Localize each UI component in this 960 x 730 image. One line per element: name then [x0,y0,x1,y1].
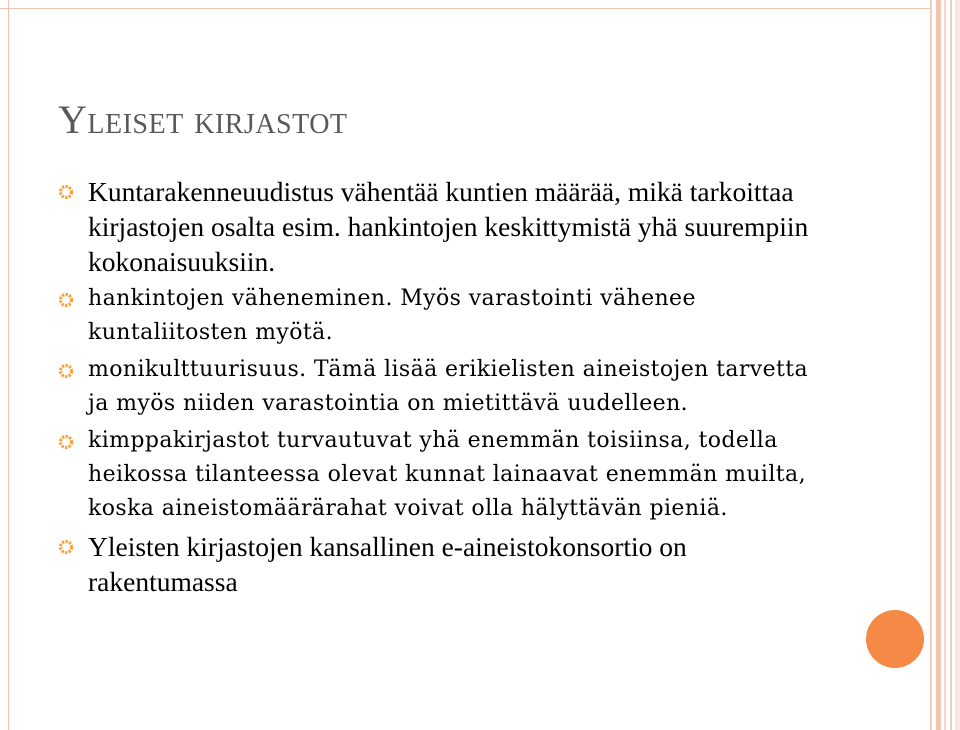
bullet-item [58,353,833,421]
left-decorative-line [8,0,9,730]
gear-bullet-icon [58,539,74,555]
right-stripe [950,0,952,730]
orange-circle-decoration [866,610,924,668]
right-stripe [955,0,960,730]
bullet-item [58,529,833,599]
bullet-list [58,174,833,602]
bullet-text: monikulttuurisuus. Tämä lisää erikielisten aineistojen tarvetta ja myös niiden varastointia on mietittävä uudelleen. [88,357,809,416]
gear-bullet-icon [58,434,74,450]
slide-title: Yleiset kirjastot [58,97,348,142]
top-decorative-line [0,8,930,9]
bullet-text: hankintojen väheneminen. Myös varastointi vähenee kuntaliitosten myötä. [88,286,696,345]
bullet-text: kimppakirjastot turvautuvat yhä enemmän toisiinsa, todella heikossa tilanteessa olevat kunnat lainaavat enemmän muilta, koska aineistomäärärahat voivat olla hälyttävän pieniä. [88,428,806,521]
right-stripe [930,0,932,730]
gear-bullet-icon [58,363,74,379]
bullet-text: Yleisten kirjastojen kansallinen e-aineistokonsortio on rakentumassa [88,531,687,597]
gear-bullet-icon [58,184,74,200]
bullet-item [58,282,833,350]
bullet-item [58,174,833,279]
right-stripe [936,0,941,730]
right-stripe [944,0,946,730]
gear-bullet-icon [58,292,74,308]
bullet-item [58,424,833,526]
bullet-text: Kuntarakenneuudistus vähentää kuntien määrää, mikä tarkoittaa kirjastojen osalta esim. hankintojen keskittymistä yhä suurempiin kokonaisuuksiin. [88,176,809,277]
